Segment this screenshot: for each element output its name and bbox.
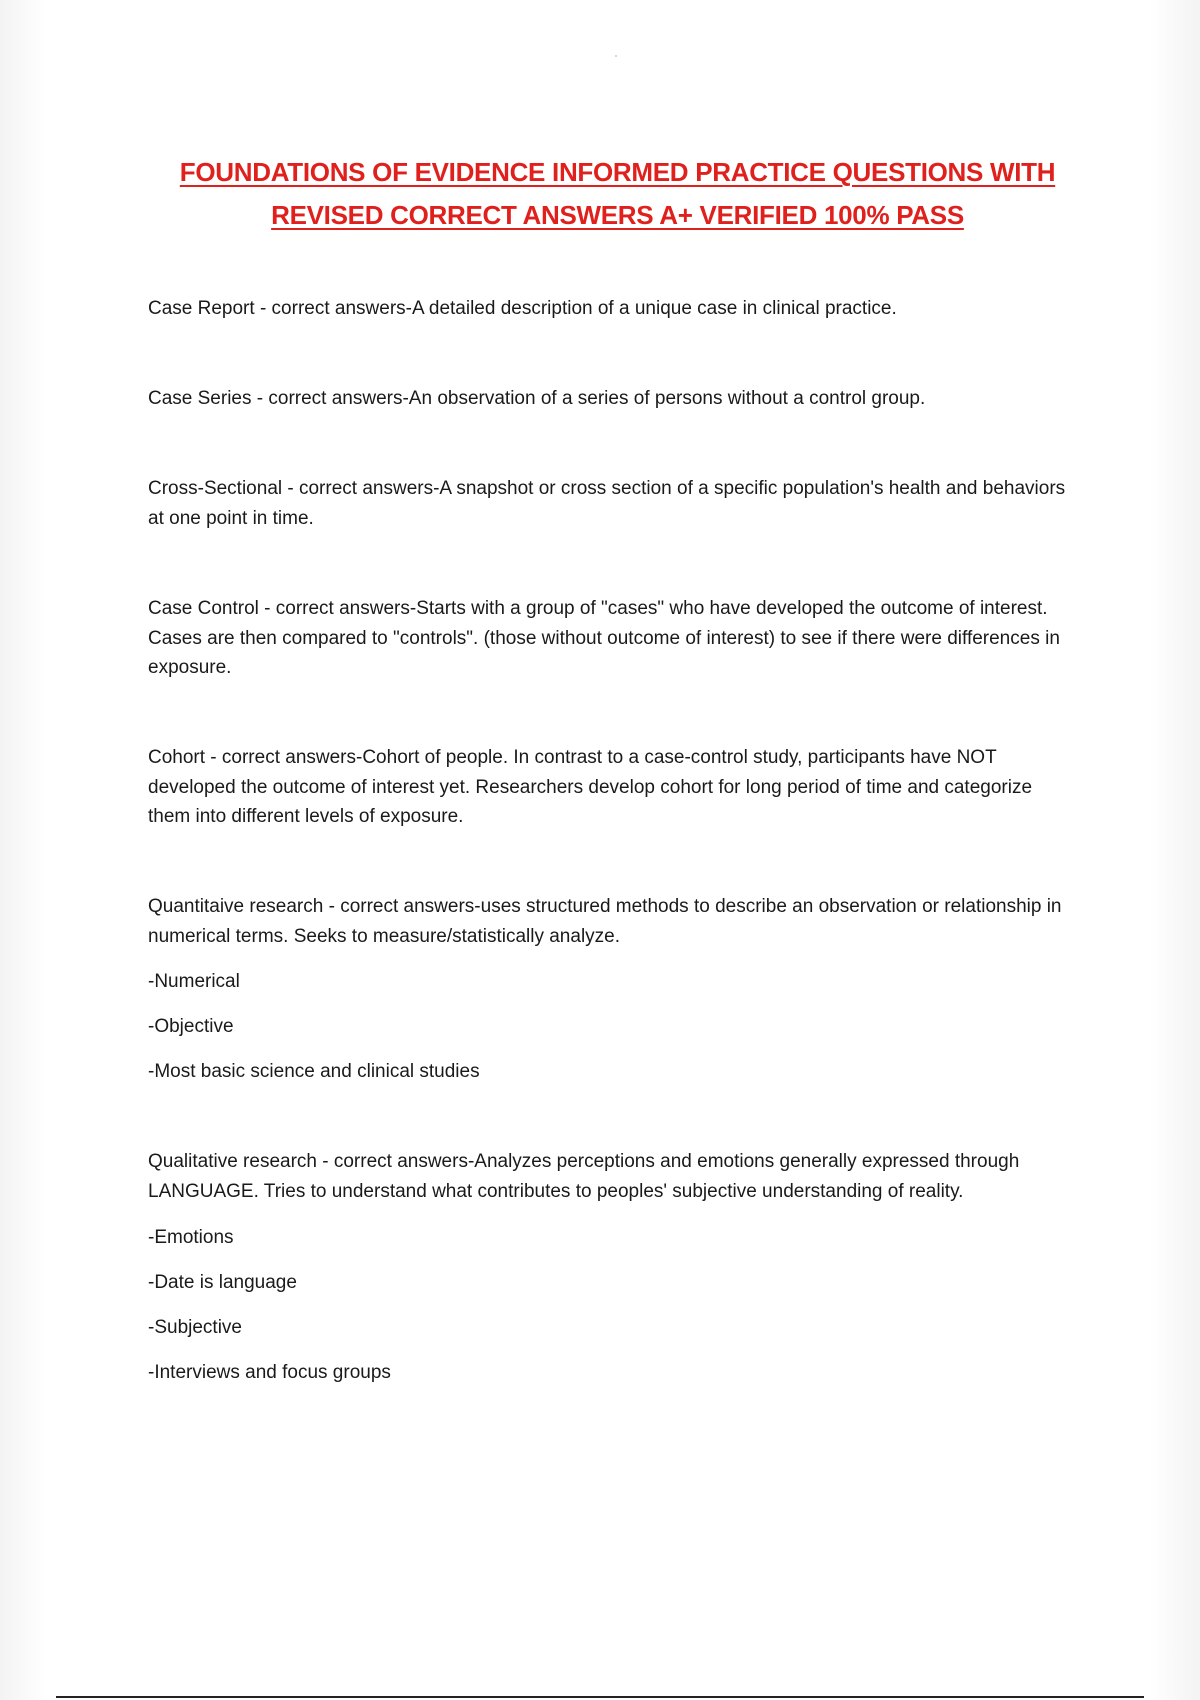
entry-quantitative-research: Quantitaive research - correct answers-uses structured methods to describe an observation or relationship in numerical terms. Seeks to measure/statistically analyze. <box>148 896 1062 947</box>
bottom-rule <box>56 1696 1144 1698</box>
page-shadow-left <box>0 0 46 1700</box>
page-shadow-right <box>1150 0 1200 1700</box>
document-title: FOUNDATIONS OF EVIDENCE INFORMED PRACTICE QUESTIONS WITH REVISED CORRECT ANSWERS A+ VERIFIED 100% PASS <box>179 157 1056 230</box>
bullet-basic-science: -Most basic science and clinical studies <box>148 1061 480 1082</box>
scan-speck <box>615 55 617 57</box>
bullet-interviews: -Interviews and focus groups <box>148 1362 391 1383</box>
bullet-subjective: -Subjective <box>148 1317 242 1338</box>
entry-cross-sectional: Cross-Sectional - correct answers-A snapshot or cross section of a specific population's health and behaviors at one point in time. <box>148 478 1066 529</box>
entry-case-series: Case Series - correct answers-An observation of a series of persons without a control group. <box>148 388 926 409</box>
bullet-emotions: -Emotions <box>148 1227 234 1248</box>
entry-case-report: Case Report - correct answers-A detailed description of a unique case in clinical practice. <box>148 298 897 319</box>
entry-cohort: Cohort - correct answers-Cohort of people. In contrast to a case-control study, participants have NOT developed the outcome of interest yet. Researchers develop cohort for long period of time and categorize them into different levels of exposure. <box>148 747 1033 827</box>
bullet-numerical: -Numerical <box>148 971 240 992</box>
bullet-objective: -Objective <box>148 1016 234 1037</box>
bullet-date-is-language: -Date is language <box>148 1272 297 1293</box>
entry-qualitative-research: Qualitative research - correct answers-Analyzes perceptions and emotions generally expressed through LANGUAGE. Tries to understand what contributes to peoples' subjective understanding of reality. <box>148 1151 1020 1202</box>
entry-case-control: Case Control - correct answers-Starts with a group of "cases" who have developed the outcome of interest. Cases are then compared to "controls". (those without outcome of interest) to see if there were differences in exposure. <box>148 598 1060 678</box>
